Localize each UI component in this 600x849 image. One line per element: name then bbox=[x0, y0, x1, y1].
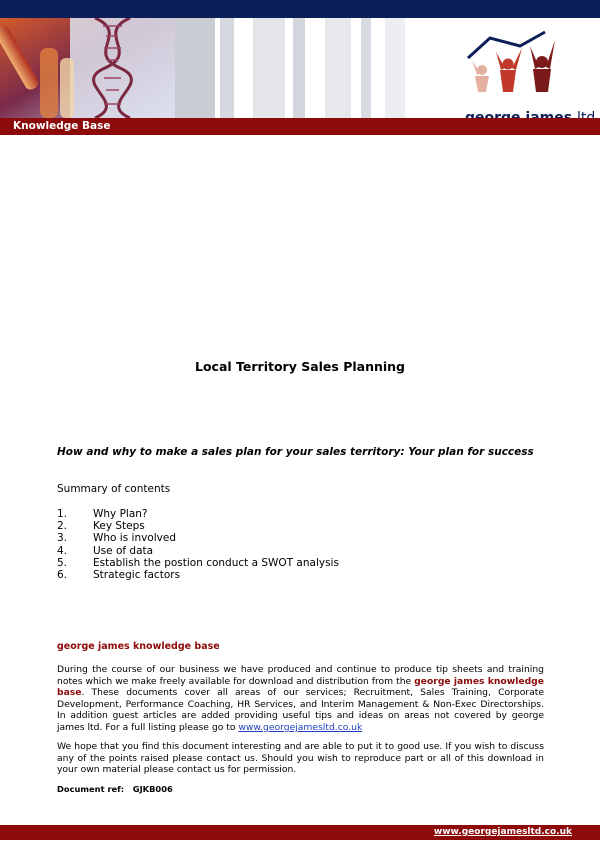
list-item bbox=[57, 569, 339, 581]
top-strip bbox=[0, 0, 600, 18]
list-item bbox=[57, 557, 339, 569]
document-subtitle: How and why to make a sales plan for your sales territory: Your plan for success bbox=[57, 446, 534, 458]
docref-value: GJKB006 bbox=[132, 784, 173, 794]
dna-graphic bbox=[0, 18, 175, 118]
banner-dna-image bbox=[0, 18, 175, 118]
item-text: Use of data bbox=[93, 544, 154, 557]
contents-list bbox=[57, 508, 339, 581]
para1-text-b: . These documents cover all areas of our services; Recruitment, Sales Training, Corporate Development, Performance Coaching, HR Services, and Interim Management & Non-Exec Directorships. In addition guest articles are added providing useful tips and ideas on areas not covered by george james ltd. For a full listing please go to bbox=[57, 687, 544, 733]
footer-bar bbox=[0, 825, 600, 840]
list-item bbox=[57, 545, 339, 557]
knowledge-base-heading: george james knowledge base bbox=[57, 641, 220, 652]
document-title: Local Territory Sales Planning bbox=[194, 359, 406, 374]
list-item bbox=[57, 508, 339, 520]
docref-label: Document ref: bbox=[57, 784, 125, 794]
item-text: Establish the postion conduct a SWOT analysis bbox=[93, 556, 339, 569]
header-banner bbox=[0, 18, 600, 118]
banner-stripes bbox=[175, 18, 410, 118]
para1-text-a: During the course of our business we have produced and continue to produce tip sheets and training notes which we make freely available for download and distribution from the bbox=[57, 664, 544, 687]
logo bbox=[450, 18, 600, 118]
item-number: 6. bbox=[57, 568, 68, 581]
knowledge-base-paragraph bbox=[57, 664, 544, 734]
contact-paragraph: We hope that you find this document interesting and are able to put it to good use. If you wish to discuss any of the points raised please contact us. Should you wish to reproduce part or all of this download in your own material please contact us for permission. bbox=[57, 741, 544, 776]
item-text: Who is involved bbox=[93, 532, 176, 545]
item-text: Why Plan? bbox=[93, 508, 148, 520]
knowledge-base-bar bbox=[0, 118, 600, 135]
document-ref bbox=[57, 784, 173, 794]
logo-figures-icon bbox=[450, 18, 600, 96]
item-number: 1. bbox=[57, 508, 68, 520]
stripe-graphic bbox=[175, 18, 410, 118]
footer-website-link[interactable]: www.georgejamesltd.co.uk bbox=[433, 827, 572, 837]
website-link[interactable]: www.georgejamesltd.co.uk bbox=[238, 721, 363, 733]
item-number: 4. bbox=[57, 544, 68, 557]
item-text: Strategic factors bbox=[93, 568, 181, 581]
para1-highlight: george james knowledge base bbox=[57, 675, 544, 699]
summary-heading: Summary of contents bbox=[57, 483, 171, 495]
list-item bbox=[57, 520, 339, 532]
section-label: Knowledge Base bbox=[13, 120, 111, 132]
item-number: 2. bbox=[57, 520, 68, 533]
item-text: Key Steps bbox=[93, 520, 145, 533]
list-item bbox=[57, 532, 339, 544]
item-number: 3. bbox=[57, 532, 68, 545]
item-number: 5. bbox=[57, 556, 68, 569]
